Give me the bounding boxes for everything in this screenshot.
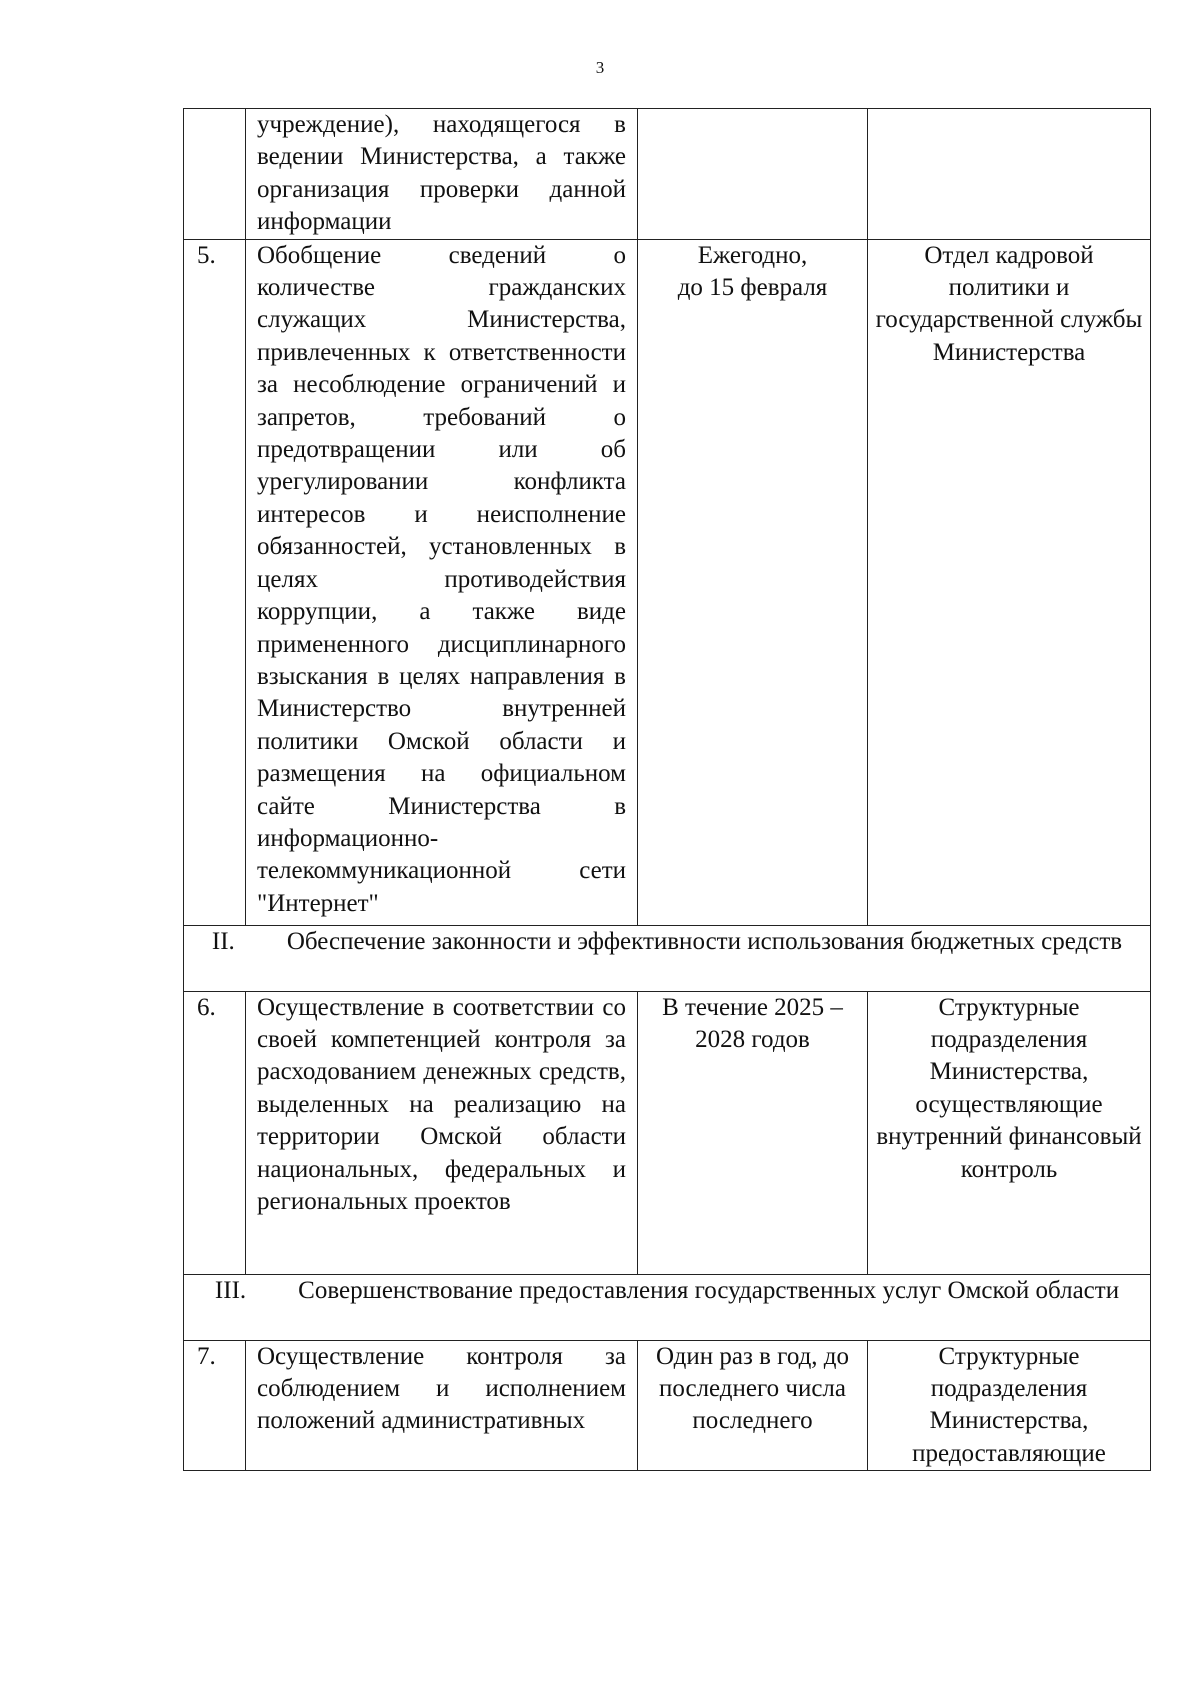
event-cell: Обобщение сведений о количестве гражданских служащих Министерства, привлеченных к ответственности за несоблюдение ограничений и запретов, требований о предотвращении или об урегулировании конфликта интересов и неисполнение обязанностей, установленных в целях противодействия коррупции, а также виде примененного дисциплинарного взыскания в целях направления в Министерство внутренней политики Омской области и размещения на официальном сайте Министерства в информационно-телекоммуникационной сети "Интернет" bbox=[246, 239, 638, 925]
responsible-cell bbox=[868, 109, 1151, 240]
term-cell bbox=[638, 109, 868, 240]
term-cell bbox=[638, 239, 868, 925]
section-title-cell bbox=[184, 1274, 1151, 1340]
responsible-cell: Отдел кадровой политики и государственной службы Министерства bbox=[868, 239, 1151, 925]
table-row-continued bbox=[184, 109, 1151, 240]
row-number: 6. bbox=[184, 991, 246, 1274]
section-roman-numeral: III. bbox=[214, 1276, 247, 1304]
event-cell: Осуществление в соответствии со своей компетенцией контроля за расходованием денежных средств, выделенных на реализацию на территории Омской области национальных, федеральных и региональных проектов bbox=[246, 991, 638, 1274]
term-line-2: до 15 февраля bbox=[677, 274, 828, 302]
section-title: Обеспечение законности и эффективности использования бюджетных средств bbox=[286, 927, 1123, 955]
section-header-2 bbox=[184, 925, 1151, 991]
table-row-6 bbox=[184, 991, 1151, 1274]
responsible-cell: Структурные подразделения Министерства, предоставляющие bbox=[868, 1340, 1151, 1471]
section-title-cell bbox=[184, 925, 1151, 991]
row-number: 5. bbox=[184, 239, 246, 925]
row-number: 7. bbox=[184, 1340, 246, 1471]
section-roman-numeral: II. bbox=[211, 927, 235, 955]
row-number-cell bbox=[184, 109, 246, 240]
event-cell: учреждение), находящегося в ведении Министерства, а также организация проверки данной информации bbox=[246, 109, 638, 240]
page-number: 3 bbox=[595, 58, 605, 77]
term-cell: Один раз в год, до последнего числа последнего bbox=[638, 1340, 868, 1471]
section-title: Совершенствование предоставления государственных услуг Омской области bbox=[298, 1276, 1120, 1304]
anticorruption-plan-table bbox=[183, 108, 1151, 1471]
responsible-cell: Структурные подразделения Министерства, осуществляющие внутренний финансовый контроль bbox=[868, 991, 1151, 1274]
event-cell: Осуществление контроля за соблюдением и исполнением положений административных bbox=[246, 1340, 638, 1471]
term-cell: В течение 2025 – 2028 годов bbox=[638, 991, 868, 1274]
table-row-7 bbox=[184, 1340, 1151, 1471]
term-line-1: Ежегодно, bbox=[697, 241, 808, 269]
table-row-5 bbox=[184, 239, 1151, 925]
section-header-3 bbox=[184, 1274, 1151, 1340]
